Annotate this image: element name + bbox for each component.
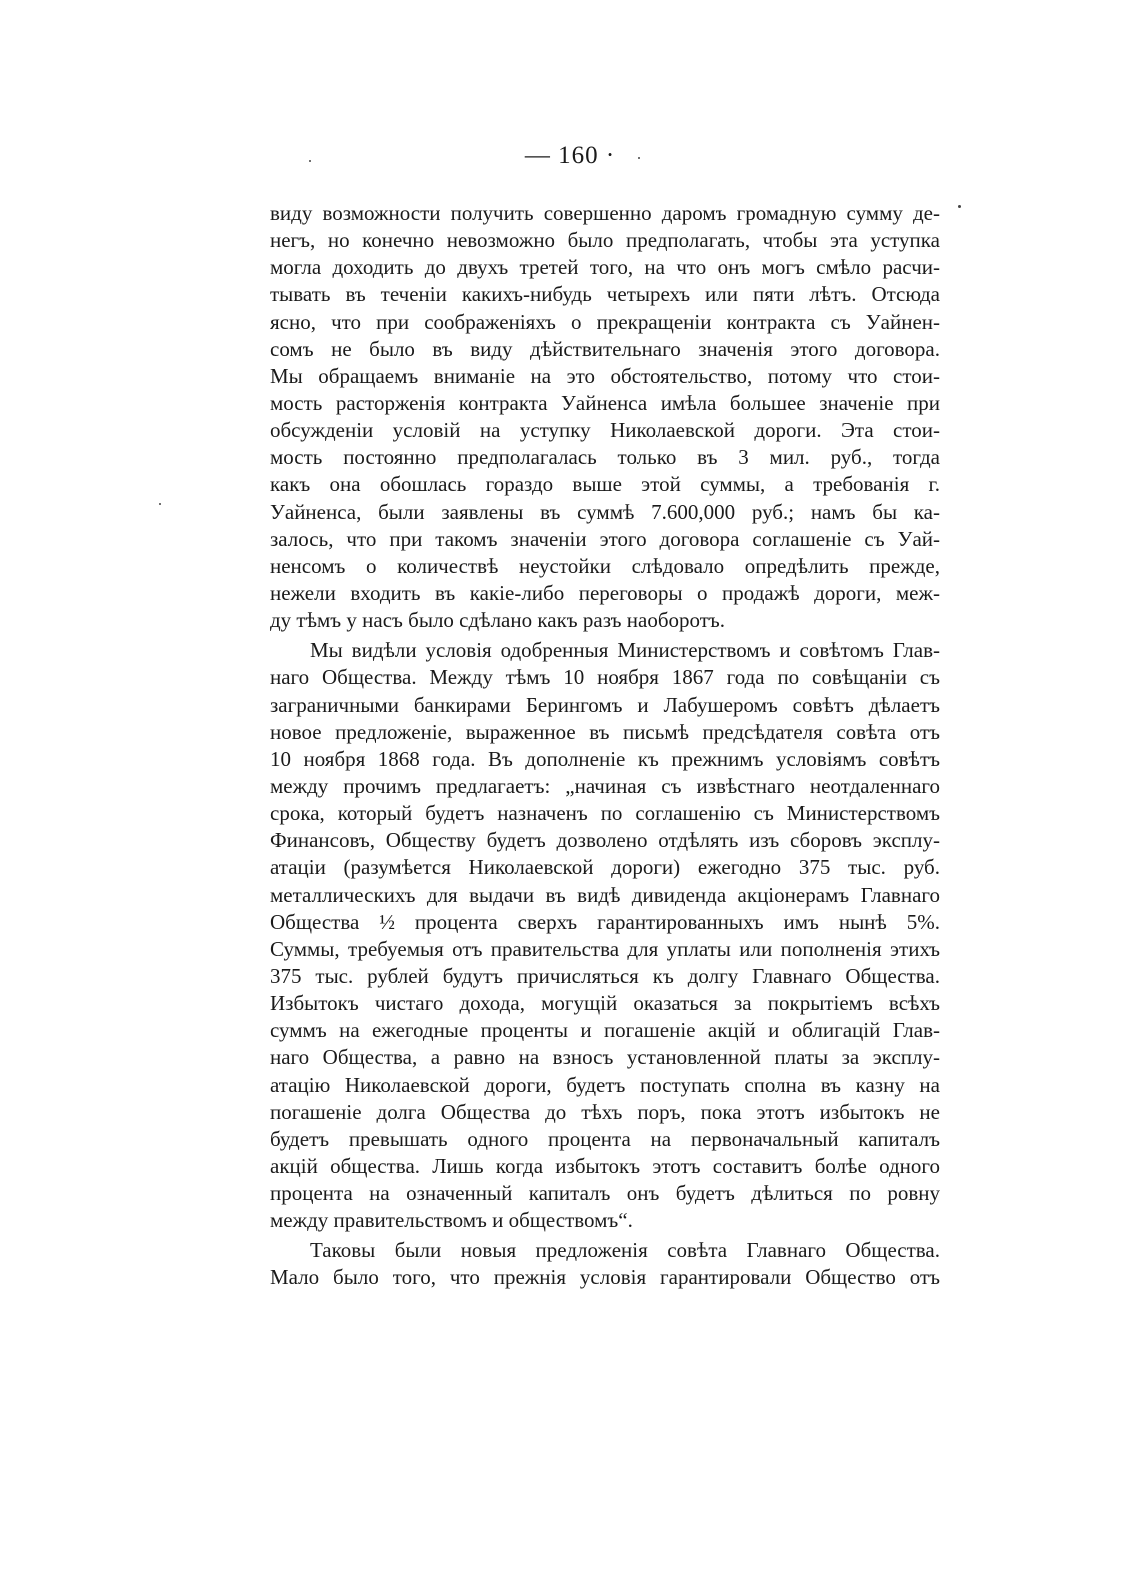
text-line: 375 тыс. рублей будутъ причисляться къ долгу Главнаго Общества. xyxy=(270,963,940,988)
text-line: ненсомъ о количествѣ неустойки слѣдовало опредѣлить прежде, xyxy=(270,553,940,578)
text-line: погашеніе долга Общества до тѣхъ поръ, пока этотъ избытокъ не xyxy=(270,1099,940,1124)
text-line: суммъ на ежегодные проценты и погашеніе акцій и облигацій Глав- xyxy=(270,1018,940,1043)
text-line: нежели входить въ какіе-либо переговоры о продажѣ дороги, меж- xyxy=(270,580,940,605)
text-line: между прочимъ предлагаетъ: „начиная съ извѣстнаго неотдаленнаго xyxy=(270,773,940,798)
text-line: Суммы, требуемыя отъ правительства для уплаты или пополненія этихъ xyxy=(270,936,940,961)
text-line: атаціи (разумѣется Николаевской дороги) ежегодно 375 тыс. руб. xyxy=(270,855,940,880)
text-line: наго Общества, а равно на взносъ установленной платы за эксплу- xyxy=(270,1045,940,1070)
text-line: ясно, что при соображеніяхъ о прекращеніи контракта съ Уайнен- xyxy=(270,309,940,334)
text-line: залось, что при такомъ значеніи этого договора соглашеніе съ Уай- xyxy=(270,526,940,551)
text-line: Таковы были новыя предложенія совѣта Главнаго Общества. xyxy=(310,1238,940,1263)
scan-speck xyxy=(159,503,161,505)
text-line: атацію Николаевской дороги, будетъ поступать сполна въ казну на xyxy=(270,1072,940,1097)
text-line: Мы обращаемъ вниманіе на это обстоятельство, потому что стои- xyxy=(270,363,940,388)
page-number: — 160 · xyxy=(524,142,616,169)
text-line: обсужденіи условій на уступку Николаевской дороги. Эта стои- xyxy=(270,418,940,443)
text-line: Финансовъ, Обществу будетъ дозволено отдѣлять изъ сборовъ эксплу- xyxy=(270,828,940,853)
text-line: какъ она обошлась гораздо выше этой суммы, а требованія г. xyxy=(270,472,940,497)
text-line: могла доходить до двухъ третей того, на что онъ могъ смѣло расчи- xyxy=(270,255,940,280)
text-line: 10 ноября 1868 года. Въ дополненіе къ прежнимъ условіямъ совѣтъ xyxy=(270,746,940,771)
text-line: мость постоянно предполагалась только въ 3 мил. руб., тогда xyxy=(270,445,940,470)
text-line: между правительствомъ и обществомъ“. xyxy=(270,1208,633,1233)
text-line: ду тѣмъ у насъ было сдѣлано какъ разъ наоборотъ. xyxy=(270,608,726,633)
text-line: Мало было того, что прежнія условія гарантировали Общество отъ xyxy=(270,1265,940,1290)
text-line: наго Общества. Между тѣмъ 10 ноября 1867 года по совѣщаніи съ xyxy=(270,665,940,690)
text-line: акцій общества. Лишь когда избытокъ этотъ составитъ болѣе одного xyxy=(270,1153,940,1178)
text-line: тывать въ теченіи какихъ-нибудь четырехъ или пяти лѣтъ. Отсюда xyxy=(270,282,940,307)
text-line: Уайненса, были заявлены въ суммѣ 7.600,000 руб.; намъ бы ка- xyxy=(270,499,940,524)
text-line: виду возможности получить совершенно даромъ громадную сумму де- xyxy=(270,201,940,225)
text-line: Мы видѣли условія одобренныя Министерствомъ и совѣтомъ Глав- xyxy=(310,638,940,663)
scan-speck xyxy=(309,160,311,162)
body-text xyxy=(270,200,940,1292)
text-line: заграничными банкирами Берингомъ и Лабушеромъ совѣтъ дѣлаетъ xyxy=(270,692,940,717)
scan-speck xyxy=(958,205,961,208)
text-line: Избытокъ чистаго дохода, могущій оказаться за покрытіемъ всѣхъ xyxy=(270,991,940,1016)
scan-speck xyxy=(638,157,640,159)
text-line: негъ, но конечно невозможно было предполагать, чтобы эта уступка xyxy=(270,228,940,253)
text-line: Общества ½ процента сверхъ гарантированныхъ имъ нынѣ 5%. xyxy=(270,909,940,934)
text-line: сомъ не было въ виду дѣйствительнаго значенія этого договора. xyxy=(270,336,940,361)
text-line: процента на означенный капиталъ онъ будетъ дѣлиться по ровну xyxy=(270,1181,940,1206)
text-line: будетъ превышать одного процента на первоначальный капиталъ xyxy=(270,1126,940,1151)
text-line: металлическихъ для выдачи въ видѣ дивиденда акціонерамъ Главнаго xyxy=(270,882,940,907)
text-line: срока, который будетъ назначенъ по соглашенію съ Министерствомъ xyxy=(270,801,940,826)
text-line: новое предложеніе, выраженное въ письмѣ предсѣдателя совѣта отъ xyxy=(270,719,940,744)
text-line: мость расторженія контракта Уайненса имѣла большее значеніе при xyxy=(270,390,940,415)
